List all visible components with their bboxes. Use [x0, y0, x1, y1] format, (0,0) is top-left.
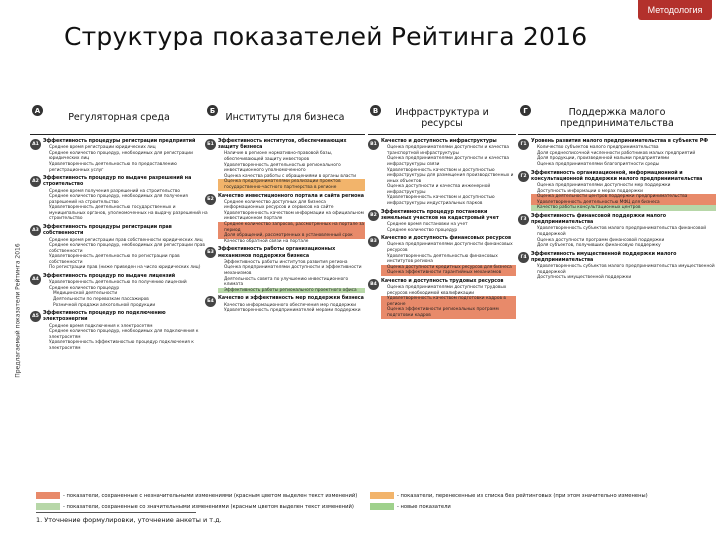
indicator-block: [30, 274, 208, 308]
indicator-sub-item: Удовлетворенность деятельностью по получению лицензий: [49, 280, 187, 286]
indicator-sub-item: Доля обращений, рассмотренных в установленный срок: [218, 233, 365, 239]
indicator-sub-item: Среднее время подключения к электросетям: [49, 323, 153, 329]
indicator-sub-item: Оценка эффективности региональных программ подготовки кадров: [381, 307, 516, 318]
indicator-sub-item: Оценка предпринимателями доступности и эффективности механизмов: [224, 265, 362, 276]
indicator-title: Эффективность процедур по выдаче лицензий: [43, 274, 176, 279]
indicator-sub-item: Удовлетворенность деятельностью по регистрации прав собственности: [49, 254, 180, 265]
column-4: [518, 103, 716, 505]
indicator-block: [518, 139, 716, 168]
indicator-sub-item: Удовлетворенность деятельностью по предоставлению регистрационных услуг: [49, 161, 177, 173]
indicator-sub-item: Удовлетворенность деятельностью регионального инвестиционного уполномоченного: [224, 162, 341, 174]
indicator-block: [30, 311, 208, 351]
indicator-sub-item: Оценка предпринимателями доступности финансовых ресурсов: [387, 242, 513, 254]
indicator-title: Эффективность процедур постановки земельных участков на кадастровый учет: [381, 209, 499, 221]
indicator-sub-item: Среднее количество процедур, необходимых для подключения к электросетям: [49, 329, 199, 340]
legend-swatch: [36, 492, 60, 499]
indicator-title: Эффективность организационной, информационной и консультационной поддержки малого предпринимательства: [531, 170, 703, 182]
indicator-block: [518, 214, 716, 249]
indicator-code: Б4: [205, 296, 216, 307]
methodology-badge: Методология: [638, 0, 712, 20]
indicator-sub-item: Оценка предпринимателями доступности и качества инфраструктуры связи: [387, 156, 510, 167]
column-header: [205, 103, 365, 135]
indicator-block: [30, 176, 208, 222]
legend: [36, 492, 716, 514]
indicator-sub-item: Доля среднесписочной численности работников малых предприятий: [537, 150, 696, 156]
indicator-sub-item: Удовлетворенность деятельностью финансовых институтов региона: [387, 253, 498, 265]
indicator-code: А1: [30, 139, 41, 150]
indicator-block: [518, 252, 716, 281]
indicator-title: Эффективность институтов, обеспечивающих защиту бизнеса: [218, 139, 347, 151]
indicator-sub-item: Среднее количество процедур, необходимых для регистрации юридических лиц: [49, 150, 193, 162]
indicator-sub-item: Удовлетворенность субъектов малого предпринимательства имущественной поддержкой: [537, 264, 715, 275]
footnote: 1. Уточнение формулировки, уточнение анкеты и т.д.: [36, 516, 222, 524]
indicator-title: Эффективность процедуры регистрации прав собственности: [43, 225, 172, 237]
indicator-sub-item: Розничной продажи алкогольной продукции: [53, 302, 156, 308]
indicator-title: Уровень развития малого предпринимательства в субъекте РФ: [531, 139, 708, 144]
indicator-sub-item: Оценка эффективности гарантийных механизмов: [381, 270, 516, 276]
indicator-code: Г2: [518, 171, 529, 182]
indicator-code: Г4: [518, 252, 529, 263]
legend-text: - показатели, сохраненные с незначительными изменениями (красным цветом выделен текст изменений): [63, 492, 358, 499]
indicator-sub-item: Среднее количество доступных для бизнеса информационных ресурсов и сервисов на сайте: [224, 199, 334, 211]
indicator-code: В2: [368, 210, 379, 221]
indicator-sub-item: Среднее время постановки на учет: [387, 222, 468, 228]
indicator-sub-item: Оценка деятельности центров поддержки предпринимательства: [531, 194, 716, 200]
indicator-sub-item: Среднее количество запросов, рассмотренных на портале за период: [218, 222, 365, 233]
indicator-sub-item: Эффективность работы институтов развития региона: [224, 259, 348, 265]
indicator-title: Эффективность имущественной поддержки малого предпринимательства: [531, 251, 677, 263]
column-3: [368, 103, 516, 505]
column-letter: В: [370, 105, 381, 116]
indicator-title: Качество и доступность инфраструктуры: [381, 139, 497, 144]
column-letter: Г: [520, 105, 531, 116]
indicator-sub-item: Оценка качества работы с обращениями в органы власти: [224, 173, 356, 179]
indicator-sub-item: Среднее количество процедур, необходимых для получения разрешений на строительство: [49, 194, 188, 205]
indicator-block: [518, 171, 716, 211]
indicator-sub-item: Среднее время регистрации прав собственности юридических лиц: [49, 237, 203, 243]
indicator-sub-item: Оценка предпринимателями доступности трудовых ресурсов необходимой квалификации: [387, 285, 507, 296]
column-1: [30, 103, 208, 505]
indicator-code: А4: [30, 274, 41, 285]
indicator-code: Г3: [518, 214, 529, 225]
indicator-sub-item: Удовлетворенность деятельностью государственных и муниципальных органов, уполномоченных на выдачу разрешений на строительство: [49, 205, 208, 222]
indicator-sub-item: Доля субъектов, получивших финансовую поддержку: [537, 243, 661, 249]
footnote-rule: [36, 512, 196, 513]
indicator-sub-item: Качество обратной связи на портале: [224, 238, 309, 244]
indicator-title: Качество и доступность финансовых ресурсов: [381, 236, 512, 242]
column-header: [30, 103, 208, 135]
indicator-block: [368, 210, 516, 234]
indicator-block: [30, 225, 208, 271]
column-2: [205, 103, 365, 505]
indicator-sub-item: Оценка доступности и качества инженерной инфраструктуры: [387, 184, 491, 195]
indicator-sub-item: Доступность информации о мерах поддержки: [537, 188, 643, 194]
column-letter: А: [32, 105, 43, 116]
indicator-sub-item: Деятельности по перевозкам пассажиров: [53, 296, 149, 302]
indicator-title: Качество инвестиционного портала и сайта региона: [218, 193, 364, 199]
legend-text: - показатели, сохраненные со значительными изменениями (красным цветом выделен текст изменений): [63, 503, 354, 510]
indicator-sub-item: Качество информационного обеспечения мер поддержки: [224, 302, 357, 308]
indicator-code: Б2: [205, 194, 216, 205]
indicator-title: Качество и эффективность мер поддержки бизнеса: [218, 296, 364, 302]
indicator-block: [205, 296, 365, 313]
indicator-block: [368, 139, 516, 207]
indicator-sub-item: Доступность имущественной поддержки: [537, 275, 632, 281]
indicator-sub-item: По регистрации прав (ниже приведен на число юридических лиц): [49, 265, 201, 271]
page-title: Структура показателей Рейтинга 2016: [64, 22, 588, 51]
indicator-code: Б3: [205, 247, 216, 258]
column-title: Институты для бизнеса: [225, 112, 345, 124]
indicator-sub-item: Оценка предпринимателями реализации проектов государственно-частного партнерства в регионе: [218, 179, 365, 190]
indicator-block: [368, 279, 516, 319]
indicator-sub-item: Удовлетворенность субъектов малого предпринимательства финансовой поддержкой: [537, 226, 706, 237]
side-label: [10, 200, 26, 420]
indicator-title: Эффективность работы организационных механизмов поддержки бизнеса: [218, 247, 336, 259]
indicator-sub-item: Оценка предпринимателями благоприятности среды: [537, 161, 660, 167]
indicator-sub-item: Среднее время получения разрешений на строительство: [49, 188, 180, 194]
indicator-sub-item: Среднее количество процедур: [49, 285, 120, 291]
legend-row-1: [36, 492, 716, 503]
indicator-code: А5: [30, 311, 41, 322]
legend-swatch: [370, 492, 394, 499]
indicator-title: Эффективность процедуры регистрации предприятий: [43, 139, 196, 144]
indicator-sub-item: Удовлетворенность предпринимателей мерами поддержки: [224, 308, 361, 314]
legend-item-minor-changes: [36, 492, 357, 499]
legend-swatch: [370, 503, 394, 510]
indicator-sub-item: Удовлетворенность качеством и доступностью инфраструктуры индустриальных парков: [387, 195, 495, 207]
column-header: [368, 103, 516, 135]
indicator-sub-item: Медицинской деятельности: [53, 291, 118, 297]
indicator-sub-item: Удовлетворенность эффективностью процедур подключения к электросетям: [49, 340, 194, 351]
indicator-sub-item: Наличие в регионе нормативно-правовой базы, обеспечивающей защиту инвесторов: [224, 151, 333, 163]
indicator-code: А3: [30, 225, 41, 236]
legend-item-new: [370, 503, 451, 510]
indicator-title: Эффективность процедур по выдаче разрешений на строительство: [43, 176, 192, 188]
indicator-block: [205, 139, 365, 191]
indicator-sub-item: Среднее количество процедур: [387, 227, 458, 233]
indicator-sub-item: Доля продукции, произведенной малыми предприятиями: [537, 156, 670, 162]
indicator-code: Г1: [518, 139, 529, 150]
indicator-block: [205, 247, 365, 293]
indicator-code: В4: [368, 279, 379, 290]
indicator-sub-item: Количество субъектов малого предпринимательства: [537, 145, 659, 151]
indicator-sub-item: Оценка доступности кредитных ресурсов для бизнеса: [381, 265, 516, 271]
indicator-sub-item: Оценка предпринимателями доступности и качества транспортной инфраструктуры: [387, 145, 510, 156]
indicator-block: [368, 236, 516, 276]
indicator-title: Эффективность финансовой поддержки малого предпринимательства: [531, 213, 667, 226]
column-title: Поддержка малого предпринимательства: [560, 106, 674, 129]
legend-item-moved: [370, 492, 648, 499]
legend-text: - новые показатели: [397, 503, 451, 510]
indicator-sub-item: Оценка предпринимателями доступности мер поддержки: [537, 183, 671, 189]
indicator-sub-item: Оценка доступности программ финансовой поддержки: [537, 237, 665, 243]
column-title: Регуляторная среда: [68, 112, 170, 124]
indicator-sub-item: Деятельность совета по улучшению инвестиционного климата: [224, 276, 349, 288]
indicator-sub-item: Среднее время регистрации юридических лиц: [49, 145, 156, 151]
indicator-sub-item: Удовлетворенность качеством информации на официальном инвестиционном портале: [224, 210, 364, 222]
side-label-text: Предлагаемый показатели Рейтинга 2016: [14, 242, 22, 378]
indicator-sub-item: Удовлетворенность качеством подготовки кадров в регионе: [381, 296, 516, 307]
indicator-sub-item: Среднее количество процедур, необходимых для регистрации прав собственности: [49, 243, 205, 254]
legend-text: - показатели, перенесенные из списка без рейтинговых (при этом значительно изменены): [397, 492, 648, 499]
indicator-sub-item: Удовлетворенность качеством и доступностью инфраструктуры для размещения производственных и иных объектов: [387, 167, 514, 184]
indicator-sub-item: Эффективность работы регионального проектного офиса: [218, 288, 365, 294]
indicator-block: [205, 194, 365, 245]
legend-swatch: [36, 503, 60, 510]
indicator-title: Качество и доступность трудовых ресурсов: [381, 278, 504, 284]
indicator-code: В3: [368, 236, 379, 247]
indicator-code: В1: [368, 139, 379, 150]
column-title: Инфраструктура и ресурсы: [395, 106, 489, 129]
indicator-sub-item: Удовлетворенность деятельностью МФЦ для бизнеса: [531, 200, 716, 206]
indicator-block: [30, 139, 208, 173]
indicator-code: А2: [30, 176, 41, 187]
column-letter: Б: [207, 105, 218, 116]
indicator-title: Эффективность процедур по подключению электроэнергии: [43, 311, 166, 323]
legend-item-major-changes: [36, 503, 354, 510]
indicator-code: Б1: [205, 139, 216, 150]
indicator-sub-item: Качество работы консультационных центров: [531, 205, 716, 211]
column-header: [518, 103, 716, 135]
